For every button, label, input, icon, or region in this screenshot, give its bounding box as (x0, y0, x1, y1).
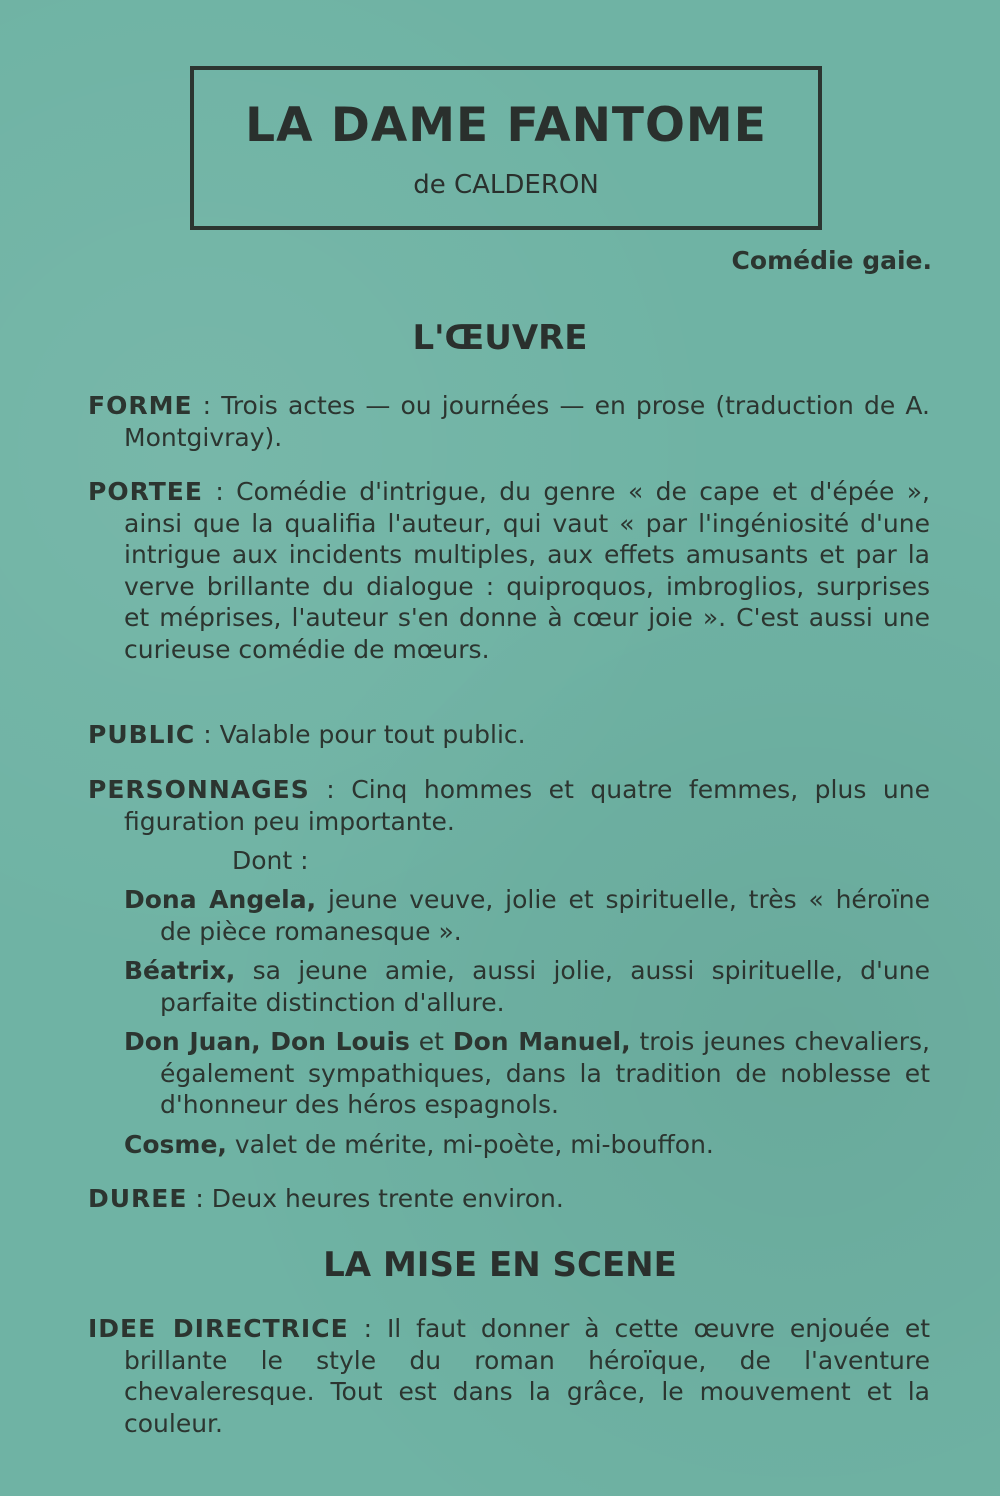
duree-label: DUREE (88, 1184, 188, 1213)
idee-separator: : (348, 1314, 387, 1343)
portee-label: PORTEE (88, 477, 203, 506)
portee-entry (88, 476, 930, 665)
title-box (190, 66, 822, 230)
character-description: jeune veuve, jolie et spirituelle, très « héroïne de pièce romanesque ». (160, 885, 930, 946)
idee-entry (88, 1313, 930, 1439)
duree-entry (88, 1183, 930, 1215)
character-name: Béatrix, (124, 956, 236, 985)
character-entry (124, 1026, 930, 1121)
personnages-separator: : (309, 775, 352, 804)
play-author: de CALDERON (413, 170, 599, 200)
personnages-text: Cinq hommes et quatre femmes, plus une figuration peu importante. (124, 775, 930, 836)
public-text: Valable pour tout public. (219, 720, 526, 749)
personnages-entry (88, 774, 930, 837)
character-name: Cosme, (124, 1130, 227, 1159)
forme-entry (88, 390, 930, 453)
character-description: sa jeune amie, aussi jolie, aussi spirituelle, d'une parfaite distinction d'allure. (160, 956, 930, 1017)
public-separator: : (195, 720, 220, 749)
character-joiner: et (409, 1027, 453, 1056)
play-title: LA DAME FANTOME (245, 98, 767, 153)
forme-label: FORME (88, 391, 193, 420)
character-name: Don Juan, Don Louis (124, 1027, 410, 1056)
character-entry (124, 955, 930, 1018)
idee-text: Il faut donner à cette œuvre enjouée et brillante le style du roman héroïque, de l'aventure chevaleresque. Tout est dans la grâce, le mouvement et la couleur. (124, 1314, 931, 1438)
character-entry (124, 1129, 930, 1161)
mise-en-scene-heading: LA MISE EN SCENE (323, 1245, 677, 1285)
genre-label: Comédie gaie. (731, 246, 932, 275)
portee-separator: : (202, 477, 237, 506)
character-description: trois jeunes chevaliers, également sympathiques, dans la tradition de noblesse et d'honneur des héros espagnols. (160, 1027, 931, 1119)
dont-label: Dont : (232, 846, 309, 875)
duree-text: Deux heures trente environ. (211, 1184, 564, 1213)
character-name: Don Manuel, (452, 1027, 631, 1056)
duree-separator: : (187, 1184, 212, 1213)
personnages-label: PERSONNAGES (88, 775, 310, 804)
forme-text: Trois actes — ou journées — en prose (traduction de A. Montgivray). (124, 391, 930, 452)
character-description: valet de mérite, mi-poète, mi-bouffon. (226, 1130, 714, 1159)
forme-separator: : (192, 391, 222, 420)
public-label: PUBLIC (88, 720, 196, 749)
portee-text: Comédie d'intrigue, du genre « de cape et d'épée », ainsi que la qualifia l'auteur, qui vaut « par l'ingéniosité d'une intrigue aux incidents multiples, aux effets amusants et par la verve brillante du dialogue : quiproquos, imbroglios, surprises et méprises, l'auteur s'en donne à cœur joie ». C'est aussi une curieuse comédie de mœurs. (124, 477, 930, 664)
character-name: Dona Angela, (124, 885, 317, 914)
character-entry (124, 884, 930, 947)
public-entry (88, 719, 930, 751)
idee-label: IDEE DIRECTRICE (88, 1314, 349, 1343)
oeuvre-heading: L'ŒUVRE (412, 318, 588, 358)
